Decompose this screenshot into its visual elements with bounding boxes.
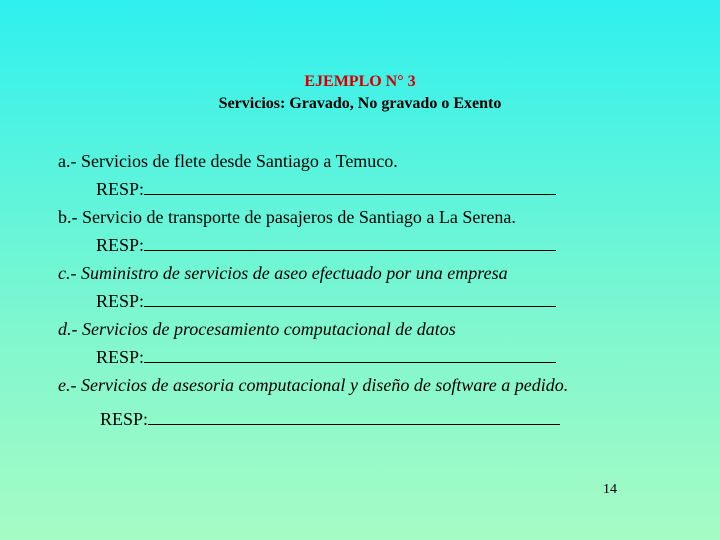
page-title: EJEMPLO N° 3 — [304, 73, 416, 90]
answer-line — [144, 346, 556, 363]
resp-label: RESP: — [96, 235, 145, 255]
page-subtitle: Servicios: Gravado, No gravado o Exento — [218, 95, 502, 112]
answer-d — [96, 346, 556, 368]
answer-line — [144, 234, 556, 251]
page-number: 14 — [603, 482, 617, 497]
answer-line — [144, 178, 556, 195]
question-e: e.- Servicios de asesoria computacional y diseño de software a pedido. — [58, 375, 569, 395]
resp-label: RESP: — [96, 347, 145, 367]
question-c: c.- Suministro de servicios de aseo efectuado por una empresa — [58, 263, 508, 283]
answer-b — [96, 234, 556, 256]
resp-label: RESP: — [96, 179, 145, 199]
answer-line — [148, 408, 560, 425]
question-a: a.- Servicios de flete desde Santiago a Temuco. — [58, 151, 398, 171]
answer-a — [96, 178, 556, 200]
answer-line — [144, 290, 556, 307]
question-b: b.- Servicio de transporte de pasajeros de Santiago a La Serena. — [58, 207, 516, 227]
answer-c — [96, 290, 556, 312]
question-d: d.- Servicios de procesamiento computacional de datos — [58, 319, 456, 339]
resp-label: RESP: — [100, 409, 149, 429]
resp-label: RESP: — [96, 291, 145, 311]
title-block — [0, 71, 720, 115]
answer-e — [100, 408, 560, 430]
